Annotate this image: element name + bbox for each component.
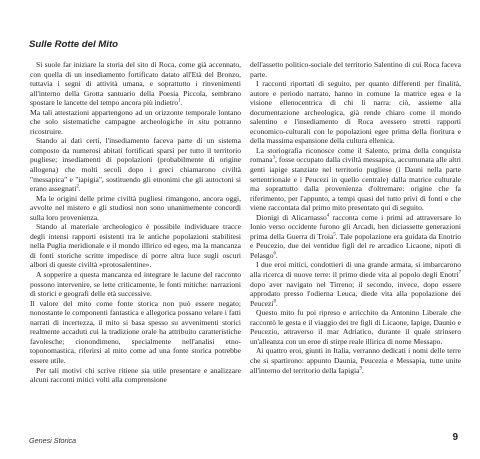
- paragraph-text: La storiografia riconosce come il Salento, prima della conquista romana: [250, 145, 461, 165]
- paragraph: Ma le origini delle prime civiltà pugliesi rimangono, ancora oggi, avvolte nel mistero e gli studiosi non sono unanimemente concordi sulla loro provenienza.: [30, 193, 241, 222]
- running-footer-title: Genesi Storica: [29, 436, 77, 445]
- paragraph: Stando al materiale archeologico è possibile individuare tracce degli intensi rapporti esistenti tra le antiche popolazioni stabilitesi nella Puglia meridionale e il mondo illirico ed egeo, ma la mancanza di fonti storiche scritte impedisce di porre altra luce sugli oscuri albori di queste civiltà «protosalentine».: [30, 222, 241, 270]
- footnote-ref[interactable]: 7: [458, 270, 461, 276]
- paragraph-text: .: [180, 98, 183, 108]
- paragraph: [250, 260, 461, 308]
- paragraph-text: .: [78, 184, 81, 194]
- paragraph: [250, 146, 461, 213]
- footnote-ref[interactable]: 5: [333, 232, 336, 238]
- paragraph-text: . Tale popolazione era guidata da Enotrio e Peucezio, due dei ventidue figli del re arcadico Licaone, nipoti di Pelasgo: [250, 231, 461, 260]
- footnote-ref[interactable]: 8: [273, 299, 276, 305]
- paragraph: [250, 213, 461, 261]
- footnote-ref[interactable]: 9: [359, 365, 362, 371]
- footnote-ref[interactable]: 4: [326, 213, 330, 219]
- left-text-column: [30, 60, 241, 385]
- paragraph: A sopperire a questa mancanza ed integrare le lacune del racconto possono intervenire, se lette criticamente, le fonti mitiche: narrazioni di storici e geografi delle età successive.: [30, 270, 241, 299]
- page-number: 9: [452, 432, 458, 443]
- section-title: Sulle Rotte del Mito: [29, 39, 119, 50]
- footnote-ref[interactable]: 3: [272, 155, 276, 161]
- paragraph-text: .: [275, 298, 278, 308]
- paragraph-text: Ma tali attestazioni appartengono ad un orizzonte temporale lontano che solo sistematiche campagne archeologiche: [30, 107, 241, 127]
- paragraph-text: Ai quattro eroi, giunti in Italia, verranno dedicati i nomi delle terre che si spartirono: appunto Daunia, Peucezia e Messapia, tutte unite all'interno del territorio della Iapigia: [250, 346, 461, 375]
- paragraph: [30, 136, 241, 193]
- paragraph: [30, 108, 241, 137]
- paragraph-text: .: [361, 365, 364, 375]
- paragraph-text: Si suole far iniziare la storia del sito di Roca, come già accennato, con quella di un insediamento fortificato datato all'Età del Bronzo, tuttavia i segni di attività umana, e soprattutto i rinvenimenti all'interno della Grotta santuario della Poesia Piccola, sembrano spostare le lancette del tempo ancora più indietro: [30, 60, 241, 108]
- paragraph: [250, 346, 461, 375]
- paragraph-text: dopo aver navigato nel Tirreno; il secondo, invece, dopo essere approdato presso l'odierna Leuca, diede vita alla popolazione dei Peucezi: [250, 279, 461, 308]
- footnote-ref[interactable]: 6: [273, 251, 276, 257]
- paragraph: Per tali motivi chi scrive ritiene sia utile presentare e analizzare alcuni racconti mitici volti alla comprensione: [30, 365, 241, 385]
- paragraph-text: racconta come i primi ad attraversare lo Ionio verso occidente furono gli Arcadi, ben diciassette generazioni prima della Guerra di Troia: [250, 212, 461, 241]
- paragraph-text: Dionigi di Alicarnasso: [256, 212, 327, 222]
- paragraph-text: Stando ai dati certi, l'insediamento faceva parte di un sistema composto da numerosi abitati fortificati sparsi per tutto il territorio pugliese; insediamenti di popolazioni (probabilmente di origine allogena) che molti secoli dopo i greci chiamarono civiltà "messapica" e "iapigia", sostituendo gli etnonimi che gli autoctoni si erano assegnati: [30, 136, 241, 194]
- footnote-ref[interactable]: 2: [76, 184, 79, 190]
- right-text-column: [250, 60, 461, 375]
- paragraph-text: .: [275, 250, 278, 260]
- paragraph: I racconti riportati di seguito, per quanto differenti per finalità, autore e periodo narrato, hanno in comune la matrice egea e la visione ellenocentrica di chi li narra: ciò, assieme alla documentazione archeologica, già rende chiaro come il mondo salentino e l'insediamento di Roca avessero stretti rapporti economico-culturali con le popolazioni egee prima della fioritura e della massima espansione della cultura ellenica.: [250, 79, 461, 146]
- paragraph: dell'assetto politico-sociale del territorio Salentino di cui Roca faceva parte.: [250, 60, 461, 79]
- paragraph-text: I due eroi mitici, condottieri di una grande armata, si imbarcarono alla ricerca di nuove terre: il primo diede vita al popolo degli Enotri: [250, 260, 461, 280]
- emphasis-text: in situ: [187, 117, 210, 127]
- paragraph: Questo mito fu poi ripreso e arricchito da Antonino Liberale che raccontò le gesta e il viaggio dei tre figli di Licaone, Iapige, Daunio e Peucezio, attraverso il mar Adriatico, durante il quale strinsero un'alleanza con un eroe di stirpe reale illirica di nome Messapo.: [250, 308, 461, 346]
- paragraph: Il valore del mito come fonte storica non può essere negato; nonostante le componenti fantastica e allegorica possano velare i fatti narrati di incertezza, il mito si basa spesso su avvenimenti storici realmente accaduti cui la tradizione orale ha attribuito caratteristiche favolesche; cionondimeno, specialmente nell'analisi etno-toponomastica, riferirsi al mito come ad una fonte storica potrebbe essere utile.: [30, 298, 241, 365]
- footnote-ref[interactable]: 1: [178, 98, 181, 104]
- paragraph-text: potranno ricostruire.: [30, 117, 241, 136]
- paragraph-text: , fosse occupato dalla civiltà messapica, accumunata alle altri genti iapige stanziate nel territorio pugliese (i Dauni nella parte settentrionale e i Peucezi in quello centrale) dalla matrice culturale ma soprattutto dalla provenienza d'oltremare: origine che fa riferimento, per l'appunto, a tempi quasi del tutto privi di fonti e che viene raccontata dal primo mito presentato qui di seguito.: [250, 155, 461, 213]
- paragraph: [30, 60, 241, 108]
